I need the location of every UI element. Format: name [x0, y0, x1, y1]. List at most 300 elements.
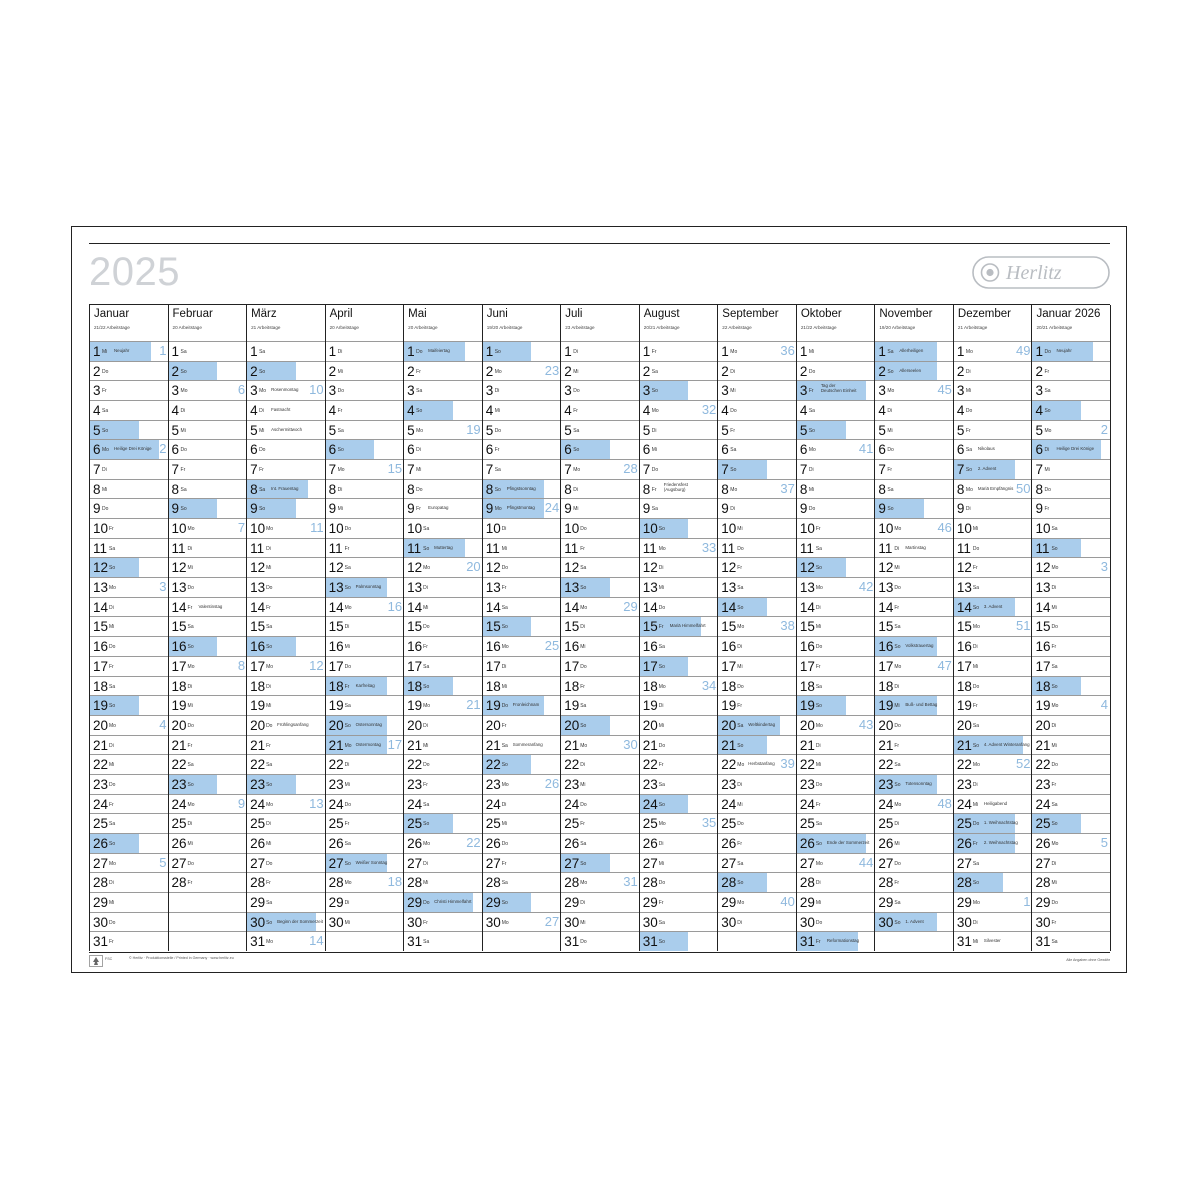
day-cell[interactable]: [797, 676, 876, 696]
day-cell[interactable]: [561, 636, 640, 656]
day-cell[interactable]: [1032, 813, 1110, 833]
day-cell[interactable]: [90, 400, 169, 420]
day-cell[interactable]: [640, 420, 719, 440]
day-cell[interactable]: [326, 597, 405, 617]
day-cell[interactable]: [640, 439, 719, 459]
day-cell[interactable]: [797, 361, 876, 381]
day-cell[interactable]: [718, 735, 797, 755]
day-cell[interactable]: [247, 872, 326, 892]
day-cell[interactable]: [404, 833, 483, 853]
day-cell[interactable]: [247, 715, 326, 735]
day-cell[interactable]: [247, 518, 326, 538]
day-cell[interactable]: [169, 695, 248, 715]
day-cell[interactable]: [483, 715, 562, 735]
day-cell[interactable]: [875, 931, 954, 951]
day-cell[interactable]: [90, 597, 169, 617]
day-cell[interactable]: [718, 833, 797, 853]
day-cell[interactable]: [797, 479, 876, 499]
day-cell[interactable]: [90, 557, 169, 577]
day-cell[interactable]: [875, 656, 954, 676]
day-cell[interactable]: [247, 833, 326, 853]
day-cell[interactable]: [640, 715, 719, 735]
day-cell[interactable]: [483, 498, 562, 518]
day-cell[interactable]: [247, 439, 326, 459]
day-cell[interactable]: [875, 577, 954, 597]
day-cell[interactable]: [954, 754, 1033, 774]
day-cell[interactable]: [875, 420, 954, 440]
day-cell[interactable]: [875, 597, 954, 617]
day-cell[interactable]: [326, 498, 405, 518]
day-cell[interactable]: [404, 656, 483, 676]
day-cell[interactable]: [718, 439, 797, 459]
day-cell[interactable]: [797, 636, 876, 656]
day-cell[interactable]: [326, 656, 405, 676]
day-cell[interactable]: [718, 695, 797, 715]
day-cell[interactable]: [561, 695, 640, 715]
day-cell[interactable]: [1032, 557, 1110, 577]
day-cell[interactable]: [90, 872, 169, 892]
day-cell[interactable]: [875, 538, 954, 558]
day-cell[interactable]: [875, 774, 954, 794]
day-cell[interactable]: [561, 754, 640, 774]
day-cell[interactable]: [90, 518, 169, 538]
day-cell[interactable]: [875, 518, 954, 538]
day-cell[interactable]: [247, 597, 326, 617]
day-cell[interactable]: [718, 715, 797, 735]
day-cell[interactable]: [640, 735, 719, 755]
day-cell[interactable]: [640, 597, 719, 617]
day-cell[interactable]: [718, 557, 797, 577]
day-cell[interactable]: [169, 676, 248, 696]
day-cell[interactable]: [247, 420, 326, 440]
day-cell[interactable]: [169, 735, 248, 755]
day-cell[interactable]: [561, 892, 640, 912]
day-cell[interactable]: [797, 931, 876, 951]
day-cell[interactable]: [875, 695, 954, 715]
day-cell[interactable]: [90, 361, 169, 381]
day-cell[interactable]: [954, 538, 1033, 558]
day-cell[interactable]: [404, 361, 483, 381]
day-cell[interactable]: [561, 616, 640, 636]
day-cell[interactable]: [797, 892, 876, 912]
day-cell[interactable]: [1032, 774, 1110, 794]
day-cell[interactable]: [797, 833, 876, 853]
day-cell[interactable]: [718, 794, 797, 814]
day-cell[interactable]: [169, 774, 248, 794]
day-cell[interactable]: [875, 794, 954, 814]
day-cell[interactable]: [875, 459, 954, 479]
day-cell[interactable]: [954, 577, 1033, 597]
day-cell[interactable]: [404, 892, 483, 912]
day-cell[interactable]: [640, 518, 719, 538]
day-cell[interactable]: [169, 853, 248, 873]
day-cell[interactable]: [247, 853, 326, 873]
day-cell[interactable]: [561, 400, 640, 420]
day-cell[interactable]: [326, 538, 405, 558]
day-cell[interactable]: [561, 459, 640, 479]
day-cell[interactable]: [561, 518, 640, 538]
day-cell[interactable]: [875, 616, 954, 636]
day-cell[interactable]: [483, 597, 562, 617]
day-cell[interactable]: [640, 459, 719, 479]
day-cell[interactable]: [797, 557, 876, 577]
day-cell[interactable]: [90, 636, 169, 656]
day-cell[interactable]: [640, 695, 719, 715]
day-cell[interactable]: [640, 872, 719, 892]
day-cell[interactable]: [718, 361, 797, 381]
day-cell[interactable]: [326, 715, 405, 735]
day-cell[interactable]: [404, 872, 483, 892]
day-cell[interactable]: [640, 794, 719, 814]
day-cell[interactable]: [875, 557, 954, 577]
day-cell[interactable]: [247, 656, 326, 676]
day-cell[interactable]: [797, 853, 876, 873]
day-cell[interactable]: [875, 833, 954, 853]
day-cell[interactable]: [169, 380, 248, 400]
day-cell[interactable]: [90, 380, 169, 400]
day-cell[interactable]: [483, 636, 562, 656]
day-cell[interactable]: [561, 676, 640, 696]
day-cell[interactable]: [640, 538, 719, 558]
day-cell[interactable]: [954, 459, 1033, 479]
day-cell[interactable]: [90, 656, 169, 676]
day-cell[interactable]: [1032, 636, 1110, 656]
day-cell[interactable]: [483, 695, 562, 715]
day-cell[interactable]: [875, 636, 954, 656]
day-cell[interactable]: [640, 754, 719, 774]
day-cell[interactable]: [797, 459, 876, 479]
day-cell[interactable]: [718, 676, 797, 696]
day-cell[interactable]: [640, 341, 719, 361]
day-cell[interactable]: [483, 616, 562, 636]
day-cell[interactable]: [169, 636, 248, 656]
day-cell[interactable]: [718, 538, 797, 558]
day-cell[interactable]: [640, 479, 719, 499]
day-cell[interactable]: [954, 912, 1033, 932]
day-cell[interactable]: [718, 931, 797, 951]
day-cell[interactable]: [954, 794, 1033, 814]
day-cell[interactable]: [797, 518, 876, 538]
day-cell[interactable]: [90, 577, 169, 597]
day-cell[interactable]: [404, 577, 483, 597]
day-cell[interactable]: [875, 361, 954, 381]
day-cell[interactable]: [247, 695, 326, 715]
day-cell[interactable]: [404, 439, 483, 459]
day-cell[interactable]: [404, 538, 483, 558]
day-cell[interactable]: [90, 853, 169, 873]
day-cell[interactable]: [483, 912, 562, 932]
day-cell[interactable]: [875, 439, 954, 459]
day-cell[interactable]: [404, 853, 483, 873]
day-cell[interactable]: [90, 459, 169, 479]
day-cell[interactable]: [326, 420, 405, 440]
day-cell[interactable]: [483, 656, 562, 676]
day-cell[interactable]: [90, 931, 169, 951]
day-cell[interactable]: [875, 912, 954, 932]
day-cell[interactable]: [326, 616, 405, 636]
day-cell[interactable]: [718, 813, 797, 833]
day-cell[interactable]: [797, 597, 876, 617]
day-cell[interactable]: [90, 794, 169, 814]
day-cell[interactable]: [326, 774, 405, 794]
day-cell[interactable]: [326, 735, 405, 755]
day-cell[interactable]: [326, 931, 405, 951]
day-cell[interactable]: [561, 577, 640, 597]
day-cell[interactable]: [326, 361, 405, 381]
day-cell[interactable]: [169, 656, 248, 676]
day-cell[interactable]: [875, 400, 954, 420]
day-cell[interactable]: [483, 479, 562, 499]
day-cell[interactable]: [797, 695, 876, 715]
day-cell[interactable]: [954, 853, 1033, 873]
day-cell[interactable]: [954, 636, 1033, 656]
day-cell[interactable]: [326, 754, 405, 774]
day-cell[interactable]: [90, 341, 169, 361]
day-cell[interactable]: [326, 557, 405, 577]
day-cell[interactable]: [247, 754, 326, 774]
day-cell[interactable]: [326, 439, 405, 459]
day-cell[interactable]: [90, 479, 169, 499]
day-cell[interactable]: [875, 813, 954, 833]
day-cell[interactable]: [797, 754, 876, 774]
day-cell[interactable]: [954, 479, 1033, 499]
day-cell[interactable]: [561, 656, 640, 676]
day-cell[interactable]: [404, 676, 483, 696]
day-cell[interactable]: [404, 400, 483, 420]
day-cell[interactable]: [169, 341, 248, 361]
day-cell[interactable]: [561, 479, 640, 499]
day-cell[interactable]: [561, 361, 640, 381]
day-cell[interactable]: [404, 715, 483, 735]
day-cell[interactable]: [640, 676, 719, 696]
day-cell[interactable]: [169, 794, 248, 814]
day-cell[interactable]: [797, 577, 876, 597]
day-cell[interactable]: [561, 774, 640, 794]
day-cell[interactable]: [483, 577, 562, 597]
day-cell[interactable]: [954, 341, 1033, 361]
day-cell[interactable]: [247, 616, 326, 636]
day-cell[interactable]: [1032, 577, 1110, 597]
day-cell[interactable]: [247, 931, 326, 951]
day-cell[interactable]: [404, 380, 483, 400]
day-cell[interactable]: [404, 498, 483, 518]
day-cell[interactable]: [1032, 892, 1110, 912]
day-cell[interactable]: [640, 577, 719, 597]
day-cell[interactable]: [483, 439, 562, 459]
day-cell[interactable]: [247, 577, 326, 597]
day-cell[interactable]: [875, 735, 954, 755]
day-cell[interactable]: [797, 400, 876, 420]
day-cell[interactable]: [718, 892, 797, 912]
day-cell[interactable]: [640, 656, 719, 676]
day-cell[interactable]: [169, 872, 248, 892]
day-cell[interactable]: [1032, 538, 1110, 558]
day-cell[interactable]: [718, 636, 797, 656]
day-cell[interactable]: [1032, 656, 1110, 676]
day-cell[interactable]: [954, 439, 1033, 459]
day-cell[interactable]: [718, 616, 797, 636]
day-cell[interactable]: [404, 735, 483, 755]
day-cell[interactable]: [718, 459, 797, 479]
day-cell[interactable]: [875, 853, 954, 873]
day-cell[interactable]: [797, 656, 876, 676]
day-cell[interactable]: [326, 636, 405, 656]
day-cell[interactable]: [326, 912, 405, 932]
day-cell[interactable]: [718, 774, 797, 794]
day-cell[interactable]: [1032, 676, 1110, 696]
day-cell[interactable]: [483, 872, 562, 892]
day-cell[interactable]: [404, 479, 483, 499]
day-cell[interactable]: [875, 754, 954, 774]
day-cell[interactable]: [169, 361, 248, 381]
day-cell[interactable]: [326, 794, 405, 814]
day-cell[interactable]: [404, 518, 483, 538]
day-cell[interactable]: [954, 498, 1033, 518]
day-cell[interactable]: [875, 676, 954, 696]
day-cell[interactable]: [954, 361, 1033, 381]
day-cell[interactable]: [875, 892, 954, 912]
day-cell[interactable]: [483, 794, 562, 814]
day-cell[interactable]: [875, 479, 954, 499]
day-cell[interactable]: [483, 931, 562, 951]
day-cell[interactable]: [90, 420, 169, 440]
day-cell[interactable]: [640, 892, 719, 912]
day-cell[interactable]: [326, 833, 405, 853]
day-cell[interactable]: [90, 715, 169, 735]
day-cell[interactable]: [718, 754, 797, 774]
day-cell[interactable]: [1032, 853, 1110, 873]
day-cell[interactable]: [797, 813, 876, 833]
day-cell[interactable]: [1032, 715, 1110, 735]
day-cell[interactable]: [483, 400, 562, 420]
day-cell[interactable]: [640, 774, 719, 794]
day-cell[interactable]: [797, 380, 876, 400]
day-cell[interactable]: [247, 676, 326, 696]
day-cell[interactable]: [404, 695, 483, 715]
day-cell[interactable]: [247, 557, 326, 577]
day-cell[interactable]: [326, 695, 405, 715]
day-cell[interactable]: [718, 577, 797, 597]
day-cell[interactable]: [1032, 361, 1110, 381]
day-cell[interactable]: [640, 636, 719, 656]
day-cell[interactable]: [483, 459, 562, 479]
day-cell[interactable]: [483, 557, 562, 577]
day-cell[interactable]: [169, 931, 248, 951]
day-cell[interactable]: [1032, 498, 1110, 518]
day-cell[interactable]: [90, 813, 169, 833]
day-cell[interactable]: [1032, 439, 1110, 459]
day-cell[interactable]: [404, 912, 483, 932]
day-cell[interactable]: [247, 380, 326, 400]
day-cell[interactable]: [326, 813, 405, 833]
day-cell[interactable]: [1032, 872, 1110, 892]
day-cell[interactable]: [247, 341, 326, 361]
day-cell[interactable]: [483, 380, 562, 400]
day-cell[interactable]: [640, 813, 719, 833]
day-cell[interactable]: [90, 695, 169, 715]
day-cell[interactable]: [326, 518, 405, 538]
day-cell[interactable]: [954, 735, 1033, 755]
day-cell[interactable]: [718, 912, 797, 932]
day-cell[interactable]: [1032, 695, 1110, 715]
day-cell[interactable]: [326, 459, 405, 479]
day-cell[interactable]: [718, 597, 797, 617]
day-cell[interactable]: [954, 400, 1033, 420]
day-cell[interactable]: [404, 794, 483, 814]
day-cell[interactable]: [90, 439, 169, 459]
day-cell[interactable]: [247, 794, 326, 814]
day-cell[interactable]: [247, 361, 326, 381]
day-cell[interactable]: [326, 400, 405, 420]
day-cell[interactable]: [875, 341, 954, 361]
day-cell[interactable]: [483, 538, 562, 558]
day-cell[interactable]: [1032, 794, 1110, 814]
day-cell[interactable]: [718, 872, 797, 892]
day-cell[interactable]: [954, 518, 1033, 538]
day-cell[interactable]: [954, 715, 1033, 735]
day-cell[interactable]: [326, 479, 405, 499]
day-cell[interactable]: [561, 420, 640, 440]
day-cell[interactable]: [169, 498, 248, 518]
day-cell[interactable]: [169, 754, 248, 774]
day-cell[interactable]: [561, 341, 640, 361]
day-cell[interactable]: [561, 597, 640, 617]
day-cell[interactable]: [483, 361, 562, 381]
day-cell[interactable]: [1032, 400, 1110, 420]
day-cell[interactable]: [561, 439, 640, 459]
day-cell[interactable]: [169, 538, 248, 558]
day-cell[interactable]: [90, 833, 169, 853]
day-cell[interactable]: [1032, 459, 1110, 479]
day-cell[interactable]: [954, 557, 1033, 577]
day-cell[interactable]: [247, 498, 326, 518]
day-cell[interactable]: [640, 616, 719, 636]
day-cell[interactable]: [640, 400, 719, 420]
day-cell[interactable]: [561, 557, 640, 577]
day-cell[interactable]: [797, 912, 876, 932]
day-cell[interactable]: [483, 735, 562, 755]
day-cell[interactable]: [954, 813, 1033, 833]
day-cell[interactable]: [718, 853, 797, 873]
day-cell[interactable]: [404, 636, 483, 656]
day-cell[interactable]: [954, 833, 1033, 853]
day-cell[interactable]: [718, 380, 797, 400]
day-cell[interactable]: [404, 597, 483, 617]
day-cell[interactable]: [561, 833, 640, 853]
day-cell[interactable]: [169, 577, 248, 597]
day-cell[interactable]: [326, 853, 405, 873]
day-cell[interactable]: [1032, 341, 1110, 361]
day-cell[interactable]: [954, 695, 1033, 715]
day-cell[interactable]: [875, 498, 954, 518]
day-cell[interactable]: [561, 498, 640, 518]
day-cell[interactable]: [247, 479, 326, 499]
day-cell[interactable]: [718, 498, 797, 518]
day-cell[interactable]: [561, 872, 640, 892]
day-cell[interactable]: [404, 754, 483, 774]
day-cell[interactable]: [404, 774, 483, 794]
day-cell[interactable]: [90, 538, 169, 558]
day-cell[interactable]: [561, 538, 640, 558]
day-cell[interactable]: [797, 794, 876, 814]
day-cell[interactable]: [797, 420, 876, 440]
day-cell[interactable]: [718, 656, 797, 676]
day-cell[interactable]: [954, 380, 1033, 400]
day-cell[interactable]: [1032, 931, 1110, 951]
day-cell[interactable]: [1032, 754, 1110, 774]
day-cell[interactable]: [640, 853, 719, 873]
day-cell[interactable]: [561, 931, 640, 951]
